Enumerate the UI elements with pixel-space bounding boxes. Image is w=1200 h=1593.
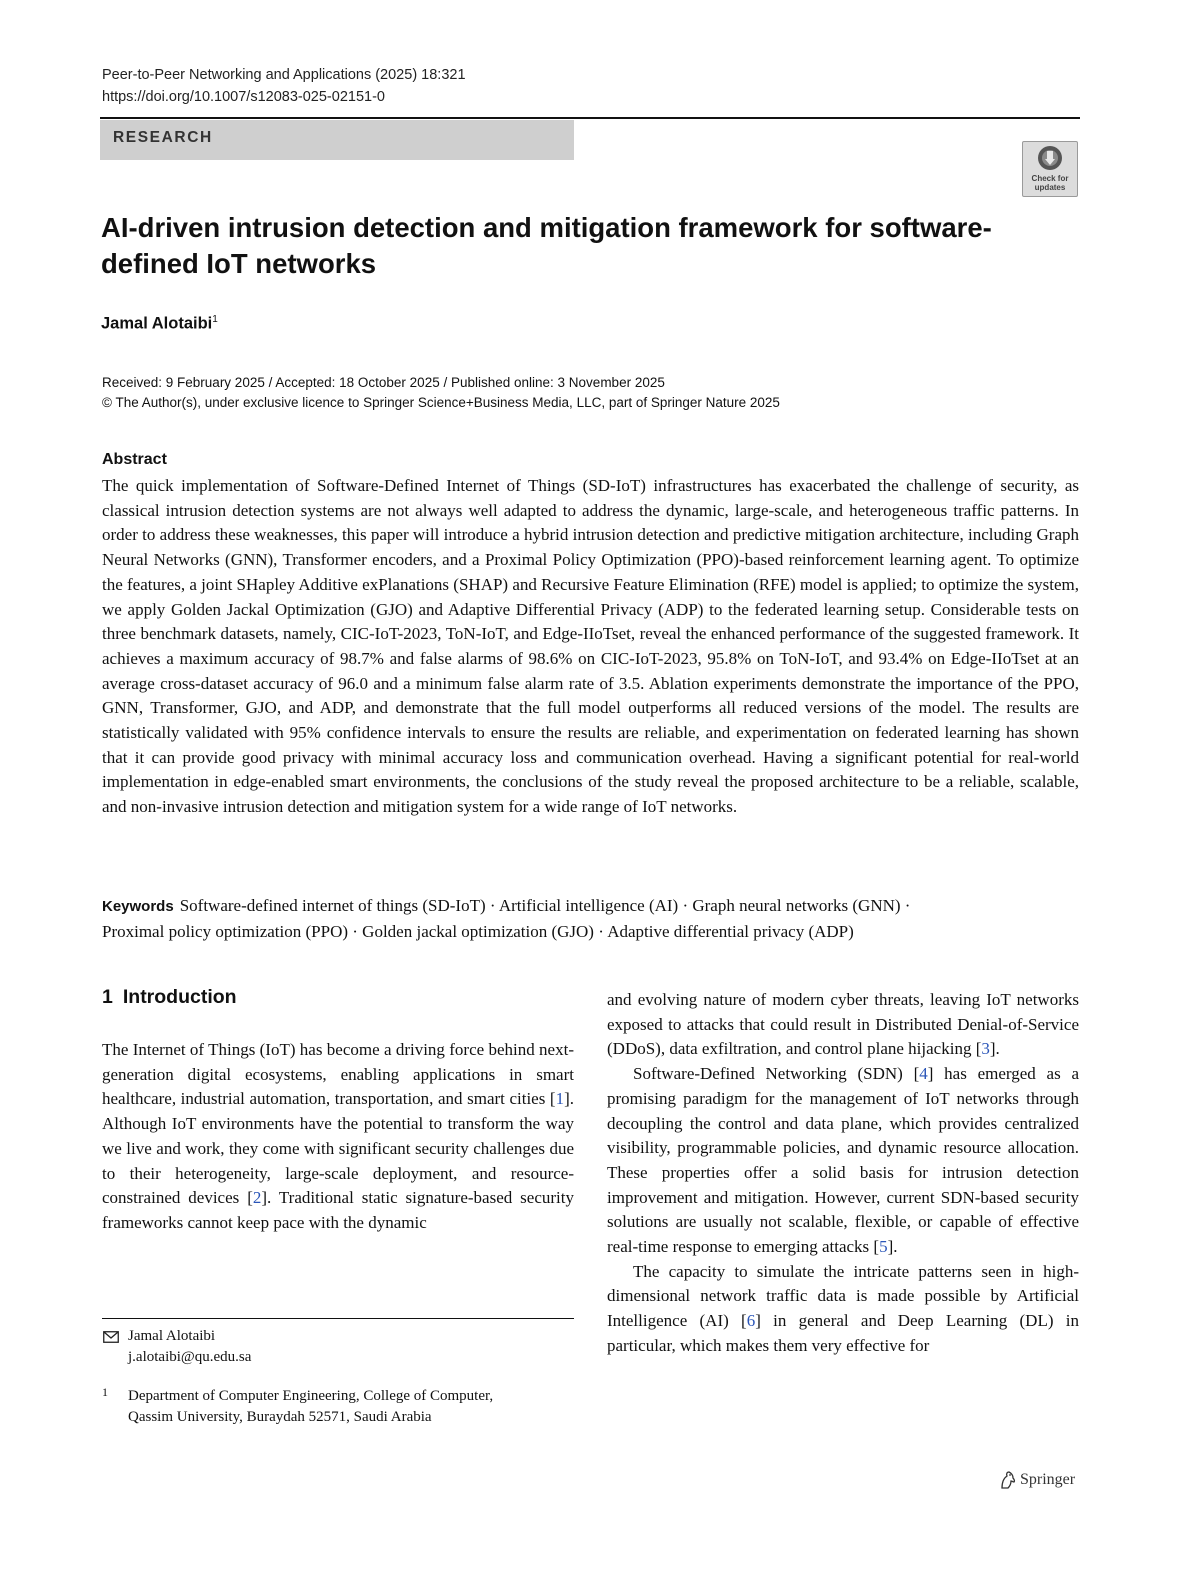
corresponding-author-email[interactable]: j.alotaibi@qu.edu.sa xyxy=(128,1349,252,1365)
author-text: Jamal Alotaibi xyxy=(101,314,213,333)
text-run: ]. xyxy=(989,1039,1000,1059)
citation-link-3[interactable]: 3 xyxy=(981,1039,990,1059)
envelope-icon xyxy=(103,1331,119,1343)
check-for-updates-icon xyxy=(1036,144,1064,172)
author-affiliation-mark: 1 xyxy=(212,314,218,325)
text-run: ]. Although IoT environments have the potential to transform the way we live and work, they come with significant security challenges due to their heterogeneity, large-scale deployment, and resource-constrained devices [ xyxy=(102,1089,574,1208)
text-run: The Internet of Things (IoT) has become a driving force behind next-generation digital ecosystems, enabling applications in smart healthcare, industrial automation, transportation, and smart cities [ xyxy=(102,1040,574,1109)
keywords-line-2: Proximal policy optimization (PPO) · Golden jackal optimization (GJO) · Adaptive differential privacy (ADP) xyxy=(102,921,854,941)
affiliation-line-2: Qassim University, Buraydah 52571, Saudi Arabia xyxy=(128,1409,432,1425)
author-name[interactable] xyxy=(101,314,218,334)
section-number: 1 xyxy=(102,986,113,1008)
copyright-notice: © The Author(s), under exclusive licence to Springer Science+Business Media, LLC, part of Springer Nature 2025 xyxy=(102,395,780,410)
doi-link[interactable]: https://doi.org/10.1007/s12083-025-02151-0 xyxy=(102,89,385,105)
journal-citation: Peer-to-Peer Networking and Applications (2025) 18:321 xyxy=(102,67,466,83)
abstract-heading: Abstract xyxy=(102,451,167,468)
text-run: and evolving nature of modern cyber threats, leaving IoT networks exposed to attacks that could result in Distributed Denial-of-Service (DDoS), data exfiltration, and control plane hijacking [ xyxy=(607,990,1079,1059)
publisher-name: Springer xyxy=(1020,1471,1076,1488)
intro-paragraph-1-cont xyxy=(607,988,1079,1062)
section-label: RESEARCH xyxy=(113,129,213,146)
citation-link-4[interactable]: 4 xyxy=(919,1064,928,1084)
citation-link-5[interactable]: 5 xyxy=(879,1237,888,1257)
title-line-1: AI-driven intrusion detection and mitigation framework for software- xyxy=(101,212,992,243)
keywords-list-1: Software-defined internet of things (SD-IoT) · Artificial intelligence (AI) · Graph neural networks (GNN) · xyxy=(179,896,911,915)
citation-link-2[interactable]: 2 xyxy=(252,1188,262,1208)
header-rule xyxy=(100,117,1080,119)
intro-paragraph-3 xyxy=(607,1260,1079,1359)
text-run: The capacity to simulate the intricate patterns seen in high-dimensional network traffic data is made possible by Artificial Intelligence (AI) [ xyxy=(607,1261,1079,1331)
intro-paragraph-1 xyxy=(102,1038,574,1236)
introduction-heading xyxy=(102,986,237,1009)
left-column xyxy=(102,1038,574,1236)
section-title: Introduction xyxy=(122,986,237,1008)
text-run: ]. xyxy=(887,1237,898,1257)
abstract-body: The quick implementation of Software-Defined Internet of Things (SD-IoT) infrastructures has exacerbated the challenge of security, as classical intrusion detection systems are not always well adapted to address the dynamic, large-scale, and heterogeneous traffic patterns. In order to address these weaknesses, this paper will introduce a hybrid intrusion detection and predictive mitigation architecture, including Graph Neural Networks (GNN), Transformer encoders, and a Proximal Policy Optimization (PPO)-based reinforcement learning agent. To optimize the features, a joint SHapley Additive exPlanations (SHAP) and Recursive Feature Elimination (RFE) model is applied; to optimize the system, we apply Golden Jackal Optimization (GJO) and Adaptive Differential Privacy (ADP) to the federated learning setup. Considerable tests on three benchmark datasets, namely, CIC-IoT-2023, ToN-IoT, and Edge-IIoTset, reveal the enhanced performance of the suggested framework. It achieves a maximum accuracy of 98.7% and false alarms of 98.6% on CIC-IoT-2023, 95.8% on ToN-IoT, and 93.4% on Edge-IIoTset at an average cross-dataset accuracy of 96.0 and a minimum false alarm rate of 3.5. Ablation experiments demonstrate the importance of the PPO, GNN, Transformer, GJO, and ADP, and demonstrate that the full model outperforms all reduced versions of the model. The results are statistically validated with 95% confidence intervals to ensure the results are reliable, and experimentation on federated learning has shown that it can provide good privacy with minimal accuracy loss and communication overhead. Having a significant potential for real-world implementation in edge-enabled smart environments, the conclusions of the study reveal the proposed architecture to be a reliable, scalable, and non-invasive intrusion detection and mitigation system for a wide range of IoT networks. xyxy=(102,476,1079,817)
springer-horse-icon xyxy=(998,1470,1018,1490)
publication-dates: Received: 9 February 2025 / Accepted: 18 October 2025 / Published online: 3 November 2025 xyxy=(102,375,665,390)
footnote-rule xyxy=(102,1318,574,1319)
article-title xyxy=(101,210,1001,282)
affiliation-mark: 1 xyxy=(102,1385,108,1399)
corresponding-author-name: Jamal Alotaibi xyxy=(128,1328,216,1344)
keywords-line-1 xyxy=(102,894,1079,920)
right-column xyxy=(607,988,1079,1359)
keywords-label: Keywords xyxy=(102,898,174,915)
affiliation-text xyxy=(128,1386,574,1428)
affiliation-line-1: Department of Computer Engineering, College of Computer, xyxy=(128,1388,494,1404)
journal-header xyxy=(102,64,466,108)
title-line-2: defined IoT networks xyxy=(101,248,377,279)
citation-link-6[interactable]: 6 xyxy=(746,1311,756,1331)
intro-paragraph-2 xyxy=(607,1062,1079,1260)
text-run: Software-Defined Networking (SDN) [ xyxy=(633,1064,920,1084)
text-run: ] in general and Deep Learning (DL) in particular, which makes them very effective for xyxy=(607,1311,1079,1355)
text-run: ] has emerged as a promising paradigm for the management of IoT networks through decoupling the control and data plane, which provides centralized visibility, programmable policies, and dynamic resource allocation. These properties offer a solid basis for intrusion detection improvement and mitigation. However, current SDN-based security solutions are usually not scalable, flexible, or capable of effective real-time response to emerging attacks [ xyxy=(607,1064,1080,1257)
keywords-block xyxy=(102,894,1079,944)
text-run: ]. Traditional static signature-based security frameworks cannot keep pace with the dynamic xyxy=(102,1188,574,1232)
check-for-updates-text: Check for updates xyxy=(1031,174,1069,192)
citation-link-1[interactable]: 1 xyxy=(555,1089,565,1109)
